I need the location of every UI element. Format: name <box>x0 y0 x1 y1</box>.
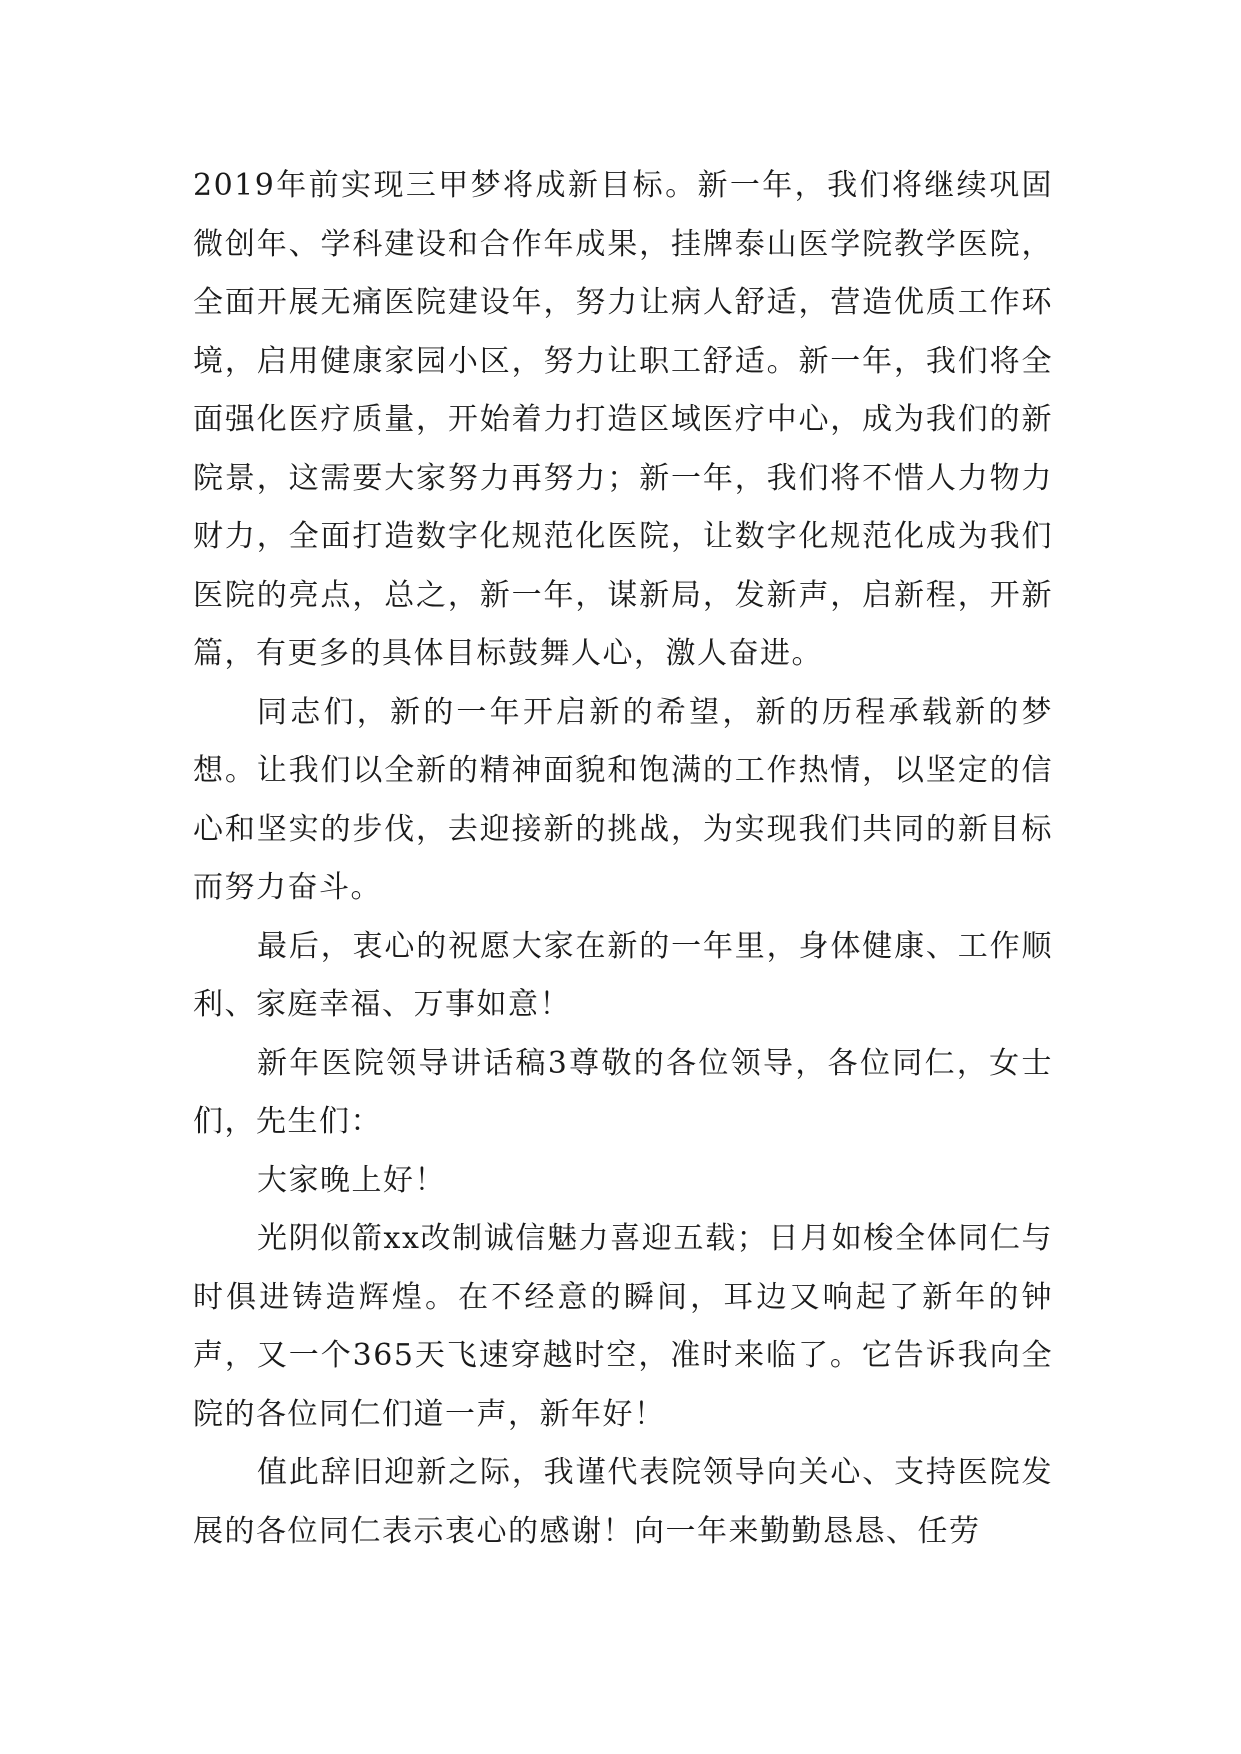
paragraph-thanks: 值此辞旧迎新之际，我谨代表院领导向关心、支持医院发展的各位同仁表示衷心的感谢！向一年来勤勤恳恳、任劳 <box>193 1455 1053 1549</box>
paragraph-wishes: 最后，衷心的祝愿大家在新的一年里，身体健康、工作顺利、家庭幸福、万事如意！ <box>193 928 1053 1022</box>
paragraph-time-flies: 光阴似箭xx改制诚信魅力喜迎五载；日月如梭全体同仁与时俱进铸造辉煌。在不经意的瞬间，耳边又响起了新年的钟声，又一个365天飞速穿越时空，准时来临了。它告诉我向全院的各位同仁们道一声，新年好！ <box>193 1221 1053 1432</box>
paragraph-comrades: 同志们，新的一年开启新的希望，新的历程承载新的梦想。让我们以全新的精神面貌和饱满的工作热情，以坚定的信心和坚实的步伐，去迎接新的挑战，为实现我们共同的新目标而努力奋斗。 <box>193 694 1053 905</box>
paragraph-greeting: 大家晚上好！ <box>257 1162 446 1198</box>
document-body <box>193 157 1053 1561</box>
paragraph-continuation: 2019年前实现三甲梦将成新目标。新一年，我们将继续巩固微创年、学科建设和合作年成果，挂牌泰山医学院教学医院，全面开展无痛医院建设年，努力让病人舒适，营造优质工作环境，启用健康家园小区，努力让职工舒适。新一年，我们将全面强化医疗质量，开始着力打造区域医疗中心，成为我们的新院景，这需要大家努力再努力；新一年，我们将不惜人力物力财力，全面打造数字化规范化医院，让数字化规范化成为我们医院的亮点，总之，新一年，谋新局，发新声，启新程，开新篇，有更多的具体目标鼓舞人心，激人奋进。 <box>193 168 1053 671</box>
paragraph-speech3-opening: 新年医院领导讲话稿3尊敬的各位领导，各位同仁，女士们，先生们： <box>193 1045 1053 1139</box>
